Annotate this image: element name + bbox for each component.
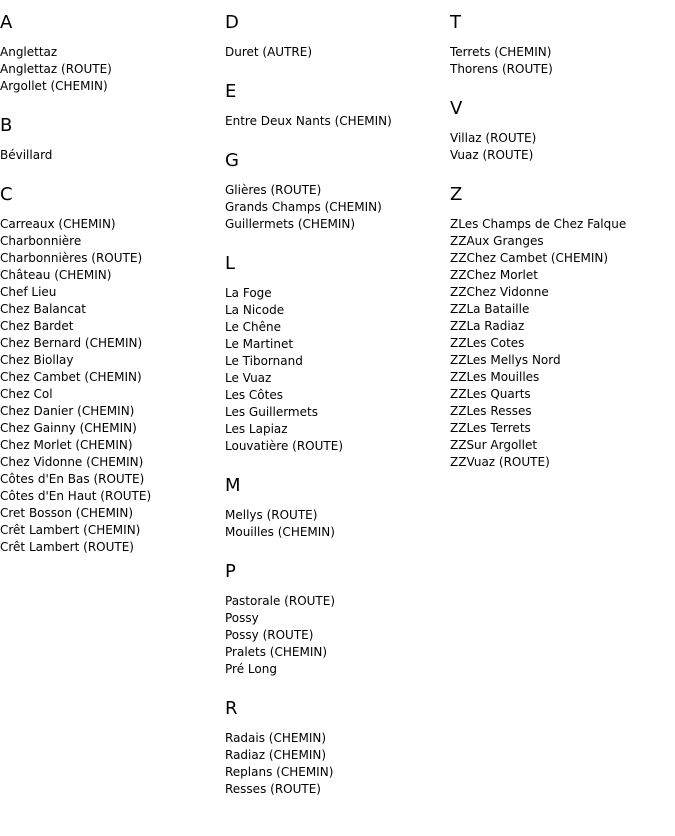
street-list xyxy=(225,507,450,541)
list-item xyxy=(0,386,225,403)
list-item xyxy=(225,781,450,798)
street-link[interactable]: ZZLa Bataille xyxy=(450,302,530,316)
list-item xyxy=(225,438,450,455)
street-link[interactable]: Pré Long xyxy=(225,662,277,676)
street-link[interactable]: ZZLes Mellys Nord xyxy=(450,353,561,367)
letter-group-b xyxy=(0,116,225,164)
list-item xyxy=(450,437,675,454)
letter-heading: A xyxy=(0,12,13,33)
street-link[interactable]: Thorens (ROUTE) xyxy=(450,62,553,76)
letter-heading: M xyxy=(225,475,241,496)
street-link[interactable]: Crêt Lambert (CHEMIN) xyxy=(0,523,141,537)
list-item xyxy=(0,403,225,420)
list-item xyxy=(0,369,225,386)
list-item xyxy=(225,627,450,644)
street-list xyxy=(450,130,675,164)
street-list xyxy=(225,44,450,61)
letter-heading: Z xyxy=(450,184,463,205)
letter-group-t xyxy=(450,13,675,78)
street-list xyxy=(0,216,225,556)
street-link[interactable]: ZZVuaz (ROUTE) xyxy=(450,455,550,469)
street-link[interactable]: Glières (ROUTE) xyxy=(225,183,322,197)
letter-heading: V xyxy=(450,98,463,119)
street-link[interactable]: ZZLes Resses xyxy=(450,404,532,418)
street-link[interactable]: Louvatière (ROUTE) xyxy=(225,439,344,453)
street-link[interactable]: Château (CHEMIN) xyxy=(0,268,112,282)
list-item xyxy=(0,522,225,539)
street-link[interactable]: ZZLes Terrets xyxy=(450,421,531,435)
street-link[interactable]: Mellys (ROUTE) xyxy=(225,508,318,522)
street-link[interactable]: Chef Lieu xyxy=(0,285,57,299)
street-link[interactable]: Anglettaz (ROUTE) xyxy=(0,62,112,76)
list-item xyxy=(225,387,450,404)
list-item xyxy=(225,285,450,302)
list-item xyxy=(450,369,675,386)
street-link[interactable]: Resses (ROUTE) xyxy=(225,782,321,796)
street-link[interactable]: Entre Deux Nants (CHEMIN) xyxy=(225,114,392,128)
street-link[interactable]: Chez Bardet xyxy=(0,319,74,333)
list-item xyxy=(450,267,675,284)
street-link[interactable]: ZZLes Mouilles xyxy=(450,370,540,384)
street-link[interactable]: Radiaz (CHEMIN) xyxy=(225,748,327,762)
letter-heading: G xyxy=(225,150,239,171)
list-item xyxy=(450,284,675,301)
street-link[interactable]: Vuaz (ROUTE) xyxy=(450,148,534,162)
street-list xyxy=(225,113,450,130)
street-link[interactable]: Le Chêne xyxy=(225,320,282,334)
list-item xyxy=(225,216,450,233)
street-link[interactable]: La Nicode xyxy=(225,303,285,317)
letter-group-z xyxy=(450,185,675,471)
street-link[interactable]: Le Martinet xyxy=(225,337,294,351)
list-item xyxy=(225,610,450,627)
street-link[interactable]: ZZLes Quarts xyxy=(450,387,531,401)
street-link[interactable]: Chez Gainny (CHEMIN) xyxy=(0,421,137,435)
street-link[interactable]: Grands Champs (CHEMIN) xyxy=(225,200,382,214)
street-link[interactable]: ZZSur Argollet xyxy=(450,438,538,452)
list-item xyxy=(225,524,450,541)
street-link[interactable]: Chez Morlet (CHEMIN) xyxy=(0,438,133,452)
street-link[interactable]: Replans (CHEMIN) xyxy=(225,765,334,779)
list-item xyxy=(0,437,225,454)
list-item xyxy=(225,421,450,438)
letter-group-p xyxy=(225,562,450,678)
index-column-1 xyxy=(0,0,225,556)
letter-group-g xyxy=(225,151,450,233)
list-item xyxy=(0,352,225,369)
list-item xyxy=(450,318,675,335)
list-item xyxy=(0,250,225,267)
street-link[interactable]: Chez Cambet (CHEMIN) xyxy=(0,370,142,384)
list-item xyxy=(450,335,675,352)
list-item xyxy=(450,44,675,61)
street-link[interactable]: Villaz (ROUTE) xyxy=(450,131,537,145)
list-item xyxy=(225,593,450,610)
list-item xyxy=(0,216,225,233)
list-item xyxy=(0,318,225,335)
street-link[interactable]: Pralets (CHEMIN) xyxy=(225,645,328,659)
list-item xyxy=(450,420,675,437)
list-item xyxy=(0,420,225,437)
index-column-2 xyxy=(225,0,450,798)
street-link[interactable]: Charbonnières (ROUTE) xyxy=(0,251,143,265)
list-item xyxy=(0,301,225,318)
street-link[interactable]: Bévillard xyxy=(0,148,53,162)
list-item xyxy=(0,78,225,95)
list-item xyxy=(225,730,450,747)
street-link[interactable]: Anglettaz xyxy=(0,45,58,59)
list-item xyxy=(0,61,225,78)
street-link[interactable]: ZZChez Cambet (CHEMIN) xyxy=(450,251,609,265)
letter-group-e xyxy=(225,82,450,130)
street-link[interactable]: ZZLa Radiaz xyxy=(450,319,525,333)
letter-group-v xyxy=(450,99,675,164)
letter-group-m xyxy=(225,476,450,541)
street-list xyxy=(450,44,675,78)
letter-group-d xyxy=(225,13,450,61)
letter-heading: C xyxy=(0,184,13,205)
list-item xyxy=(450,250,675,267)
letter-group-c xyxy=(0,185,225,556)
street-link[interactable]: Chez Balancat xyxy=(0,302,87,316)
list-item xyxy=(0,147,225,164)
letter-heading: B xyxy=(0,115,13,136)
list-item xyxy=(450,301,675,318)
list-item xyxy=(225,44,450,61)
street-link[interactable]: Possy xyxy=(225,611,259,625)
list-item xyxy=(225,182,450,199)
street-link[interactable]: Mouilles (CHEMIN) xyxy=(225,525,335,539)
street-link[interactable]: ZZAux Granges xyxy=(450,234,544,248)
letter-heading: L xyxy=(225,253,236,274)
street-link[interactable]: Chez Vidonne (CHEMIN) xyxy=(0,455,144,469)
street-link[interactable]: ZZChez Vidonne xyxy=(450,285,549,299)
street-link[interactable]: Côtes d'En Haut (ROUTE) xyxy=(0,489,152,503)
letter-heading: P xyxy=(225,561,236,582)
letter-heading: D xyxy=(225,12,239,33)
letter-heading: R xyxy=(225,698,238,719)
letter-group-l xyxy=(225,254,450,455)
street-link[interactable]: Chez Col xyxy=(0,387,53,401)
list-item xyxy=(225,764,450,781)
street-link[interactable]: Duret (AUTRE) xyxy=(225,45,313,59)
list-item xyxy=(225,661,450,678)
street-link[interactable]: Carreaux (CHEMIN) xyxy=(0,217,116,231)
street-link[interactable]: La Foge xyxy=(225,286,272,300)
street-link[interactable]: Pastorale (ROUTE) xyxy=(225,594,336,608)
street-link[interactable]: Côtes d'En Bas (ROUTE) xyxy=(0,472,145,486)
list-item xyxy=(225,302,450,319)
list-item xyxy=(450,216,675,233)
street-link[interactable]: Chez Biollay xyxy=(0,353,74,367)
street-list xyxy=(225,182,450,233)
letter-group-a xyxy=(0,13,225,95)
list-item xyxy=(0,539,225,556)
street-list xyxy=(450,216,675,471)
letter-group-r xyxy=(225,699,450,798)
list-item xyxy=(450,233,675,250)
street-list xyxy=(225,593,450,678)
list-item xyxy=(225,113,450,130)
list-item xyxy=(225,644,450,661)
street-link[interactable]: ZZChez Morlet xyxy=(450,268,538,282)
list-item xyxy=(225,404,450,421)
list-item xyxy=(225,747,450,764)
street-link[interactable]: ZZLes Cotes xyxy=(450,336,525,350)
list-item xyxy=(0,335,225,352)
street-link[interactable]: ZLes Champs de Chez Falque xyxy=(450,217,627,231)
letter-heading: T xyxy=(450,12,461,33)
list-item xyxy=(225,507,450,524)
list-item xyxy=(450,352,675,369)
street-link[interactable]: Les Guillermets xyxy=(225,405,318,419)
street-link[interactable]: Terrets (CHEMIN) xyxy=(450,45,552,59)
list-item xyxy=(450,130,675,147)
list-item xyxy=(0,454,225,471)
list-item xyxy=(450,147,675,164)
street-link[interactable]: Charbonnière xyxy=(0,234,82,248)
street-link[interactable]: Le Tibornand xyxy=(225,354,303,368)
list-item xyxy=(450,454,675,471)
list-item xyxy=(0,284,225,301)
street-list xyxy=(0,44,225,95)
street-link[interactable]: Chez Bernard (CHEMIN) xyxy=(0,336,143,350)
street-link[interactable]: Argollet (CHEMIN) xyxy=(0,79,108,93)
list-item xyxy=(225,199,450,216)
street-link[interactable]: Les Lapiaz xyxy=(225,422,288,436)
street-link[interactable]: Radais (CHEMIN) xyxy=(225,731,327,745)
list-item xyxy=(450,61,675,78)
list-item xyxy=(0,267,225,284)
list-item xyxy=(0,44,225,61)
list-item xyxy=(0,505,225,522)
index-column-3 xyxy=(450,0,675,471)
street-link[interactable]: Crêt Lambert (ROUTE) xyxy=(0,540,134,554)
street-link[interactable]: Cret Bosson (CHEMIN) xyxy=(0,506,134,520)
list-item xyxy=(0,471,225,488)
street-list xyxy=(225,730,450,798)
street-link[interactable]: Guillermets (CHEMIN) xyxy=(225,217,356,231)
list-item xyxy=(225,370,450,387)
list-item xyxy=(0,233,225,250)
list-item xyxy=(225,319,450,336)
street-list xyxy=(225,285,450,455)
list-item xyxy=(450,386,675,403)
street-list xyxy=(0,147,225,164)
street-link[interactable]: Le Vuaz xyxy=(225,371,272,385)
street-link[interactable]: Chez Danier (CHEMIN) xyxy=(0,404,135,418)
list-item xyxy=(450,403,675,420)
street-link[interactable]: Les Côtes xyxy=(225,388,283,402)
street-link[interactable]: Possy (ROUTE) xyxy=(225,628,314,642)
list-item xyxy=(0,488,225,505)
list-item xyxy=(225,353,450,370)
list-item xyxy=(225,336,450,353)
letter-heading: E xyxy=(225,81,237,102)
